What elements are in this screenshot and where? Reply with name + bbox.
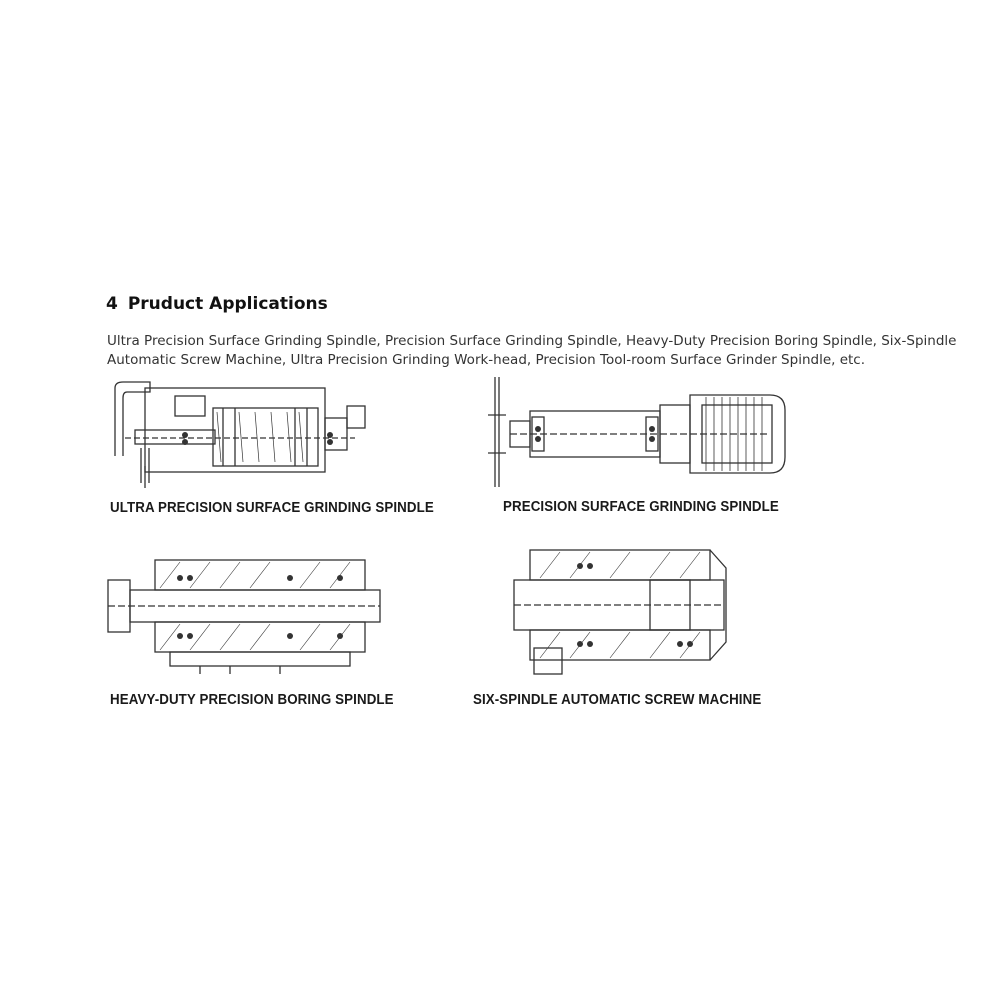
section-description: Ultra Precision Surface Grinding Spindle, Precision Surface Grinding Spindle, Heavy-Duty Precision Boring Spindle, Six-Spindle Automatic Screw Machine, Ultra Precision Grinding Work-head, Precision Tool-room Surface Grinder Spindle, etc. [107,333,957,368]
figure-caption-1: ULTRA PRECISION SURFACE GRINDING SPINDLE [110,500,434,516]
section-heading [106,294,328,314]
spindle-drawing-1 [105,378,390,493]
figure-six-spindle-automatic-screw-machine [510,548,730,678]
spindle-drawing-2 [470,375,800,490]
spindle-drawing-3 [100,550,385,675]
spindle-drawing-4 [510,548,730,678]
figure-precision-surface-grinding-spindle [470,375,800,490]
figure-ultra-precision-surface-grinding-spindle [105,378,390,493]
section-title: Pruduct Applications [127,294,328,314]
figure-caption-2: PRECISION SURFACE GRINDING SPINDLE [503,499,779,515]
figure-heavy-duty-precision-boring-spindle [100,550,385,675]
figure-caption-3: HEAVY-DUTY PRECISION BORING SPINDLE [110,692,394,708]
section-number: 4 [106,294,118,314]
figure-caption-4: SIX-SPINDLE AUTOMATIC SCREW MACHINE [473,692,762,708]
